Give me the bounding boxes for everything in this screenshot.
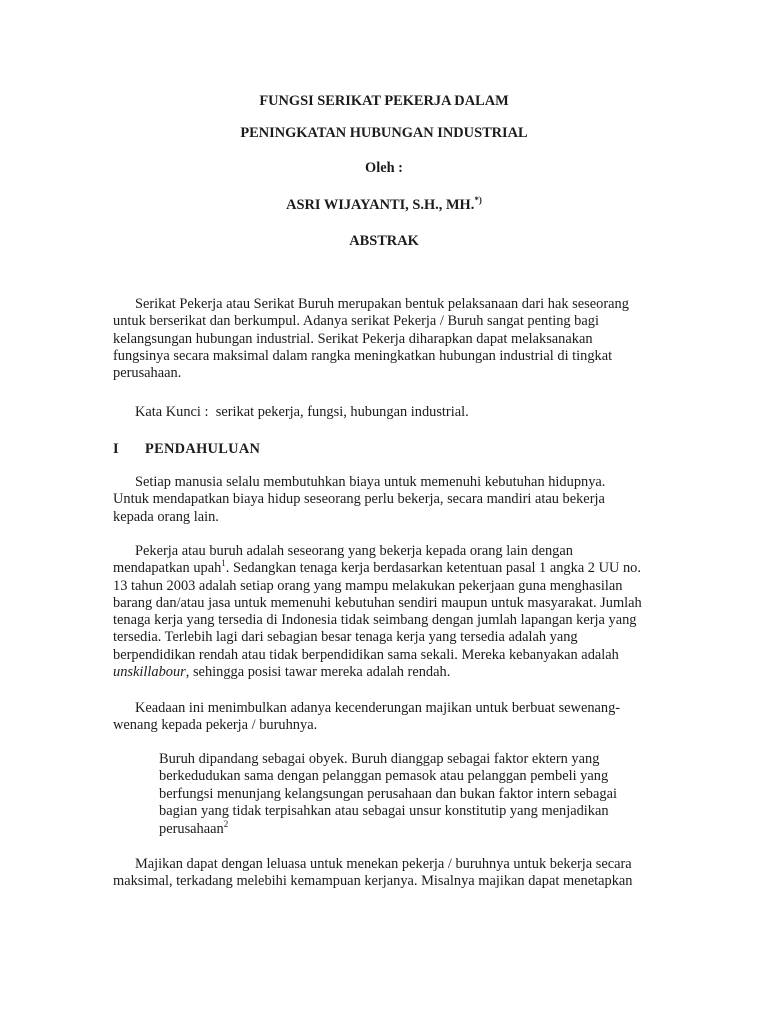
keywords-line	[113, 404, 658, 421]
paragraph-4	[113, 856, 658, 891]
abstract-line: fungsinya secara maksimal dalam rangka meningkatkan hubungan industrial di tingkat	[113, 347, 613, 364]
paragraph-2	[113, 543, 658, 681]
paragraph-3	[113, 700, 658, 735]
paragraph-line: barang dan/atau jasa untuk memenuhi kebutuhan sendiri maupun untuk masyarakat. Jumlah	[113, 594, 642, 611]
title-line-2: PENINGKATAN HUBUNGAN INDUSTRIAL	[240, 125, 528, 141]
by-label: Oleh :	[365, 160, 403, 176]
italic-term: unskillabour	[113, 664, 186, 681]
quote-line: bagian yang tidak terpisahkan atau sebagai unsur konstitutip yang menjadikan	[159, 803, 609, 820]
abstract-line: kelangsungan hubungan industrial. Serikat Pekerja diharapkan dapat melaksanakan	[113, 330, 593, 347]
paragraph-1	[113, 474, 658, 526]
paragraph-line: Setiap manusia selalu membutuhkan biaya untuk memenuhi kebutuhan hidupnya.	[135, 474, 606, 490]
section-number: I	[113, 441, 119, 457]
paragraph-line: Keadaan ini menimbulkan adanya kecenderungan majikan untuk berbuat sewenang-	[135, 700, 621, 716]
abstract-line: perusahaan.	[113, 365, 182, 382]
paragraph-line: Pekerja atau buruh adalah seseorang yang bekerja kepada orang lain dengan	[135, 543, 573, 559]
keywords-label: Kata Kunci :	[135, 404, 209, 420]
keywords-value: serikat pekerja, fungsi, hubungan industrial.	[215, 404, 469, 420]
paragraph-line: Majikan dapat dengan leluasa untuk menekan pekerja / buruhnya untuk bekerja secara	[135, 856, 632, 872]
paragraph-line: tersedia. Terlebih lagi dari sebagian besar tenaga kerja yang tersedia adalah yang	[113, 629, 578, 646]
paragraph-line: wenang kepada pekerja / buruhnya.	[113, 717, 318, 734]
paragraph-line: mendapatkan upah$^1$. Sedangkan tenaga kerja berdasarkan ketentuan pasal 1 angka 2 UU no.	[113, 558, 641, 577]
paragraph-line: tenaga kerja yang tersedia di Indonesia tidak seimbang dengan jumlah lapangan kerja yang	[113, 612, 637, 629]
paragraph-line: maksimal, terkadang melebihi kemampuan kerjanya. Misalnya majikan dapat menetapkan	[113, 873, 633, 890]
block-quote	[159, 751, 649, 838]
author-line	[0, 196, 768, 214]
paragraph-line: Untuk mendapatkan biaya hidup seseorang perlu bekerja, secara mandiri atau bekerja	[113, 491, 605, 508]
abstract-heading: ABSTRAK	[349, 233, 419, 249]
paragraph-line: kepada orang lain.	[113, 508, 219, 525]
abstract-paragraph	[113, 296, 658, 382]
author-name: ASRI WIJAYANTI, S.H., MH.	[286, 197, 475, 213]
paragraph-line: unskillabour, sehingga posisi tawar mereka adalah rendah.	[113, 664, 451, 681]
quote-line: berkedudukan sama dengan pelanggan pemasok atau pelanggan pembeli yang	[159, 768, 609, 785]
abstract-line: untuk berserikat dan berkumpul. Adanya serikat Pekerja / Buruh sangat penting bagi	[113, 313, 599, 330]
abstract-line: Serikat Pekerja atau Serikat Buruh merupakan bentuk pelaksanaan dari hak seseorang	[135, 296, 629, 312]
quote-line: perusahaan$^2$	[159, 818, 229, 837]
quote-line: Buruh dipandang sebagai obyek. Buruh dianggap sebagai faktor ektern yang	[159, 751, 600, 767]
footnote-ref-2: 2	[223, 818, 229, 829]
section-title: PENDAHULUAN	[145, 441, 261, 457]
paragraph-line: 13 tahun 2003 adalah setiap orang yang mampu melakukan pekerjaan guna menghasilan	[113, 577, 623, 594]
paragraph-line: berpendidikan rendah atau tidak berpendidikan sama sekali. Mereka kebanyakan adalah	[113, 646, 619, 663]
quote-line: berfungsi menunjang kelangsungan perusahaan dan bukan faktor intern sebagai	[159, 785, 617, 802]
author-footnote-mark: *)	[474, 195, 482, 206]
title-line-1: FUNGSI SERIKAT PEKERJA DALAM	[259, 93, 509, 109]
footnote-ref-1: 1	[221, 558, 226, 569]
